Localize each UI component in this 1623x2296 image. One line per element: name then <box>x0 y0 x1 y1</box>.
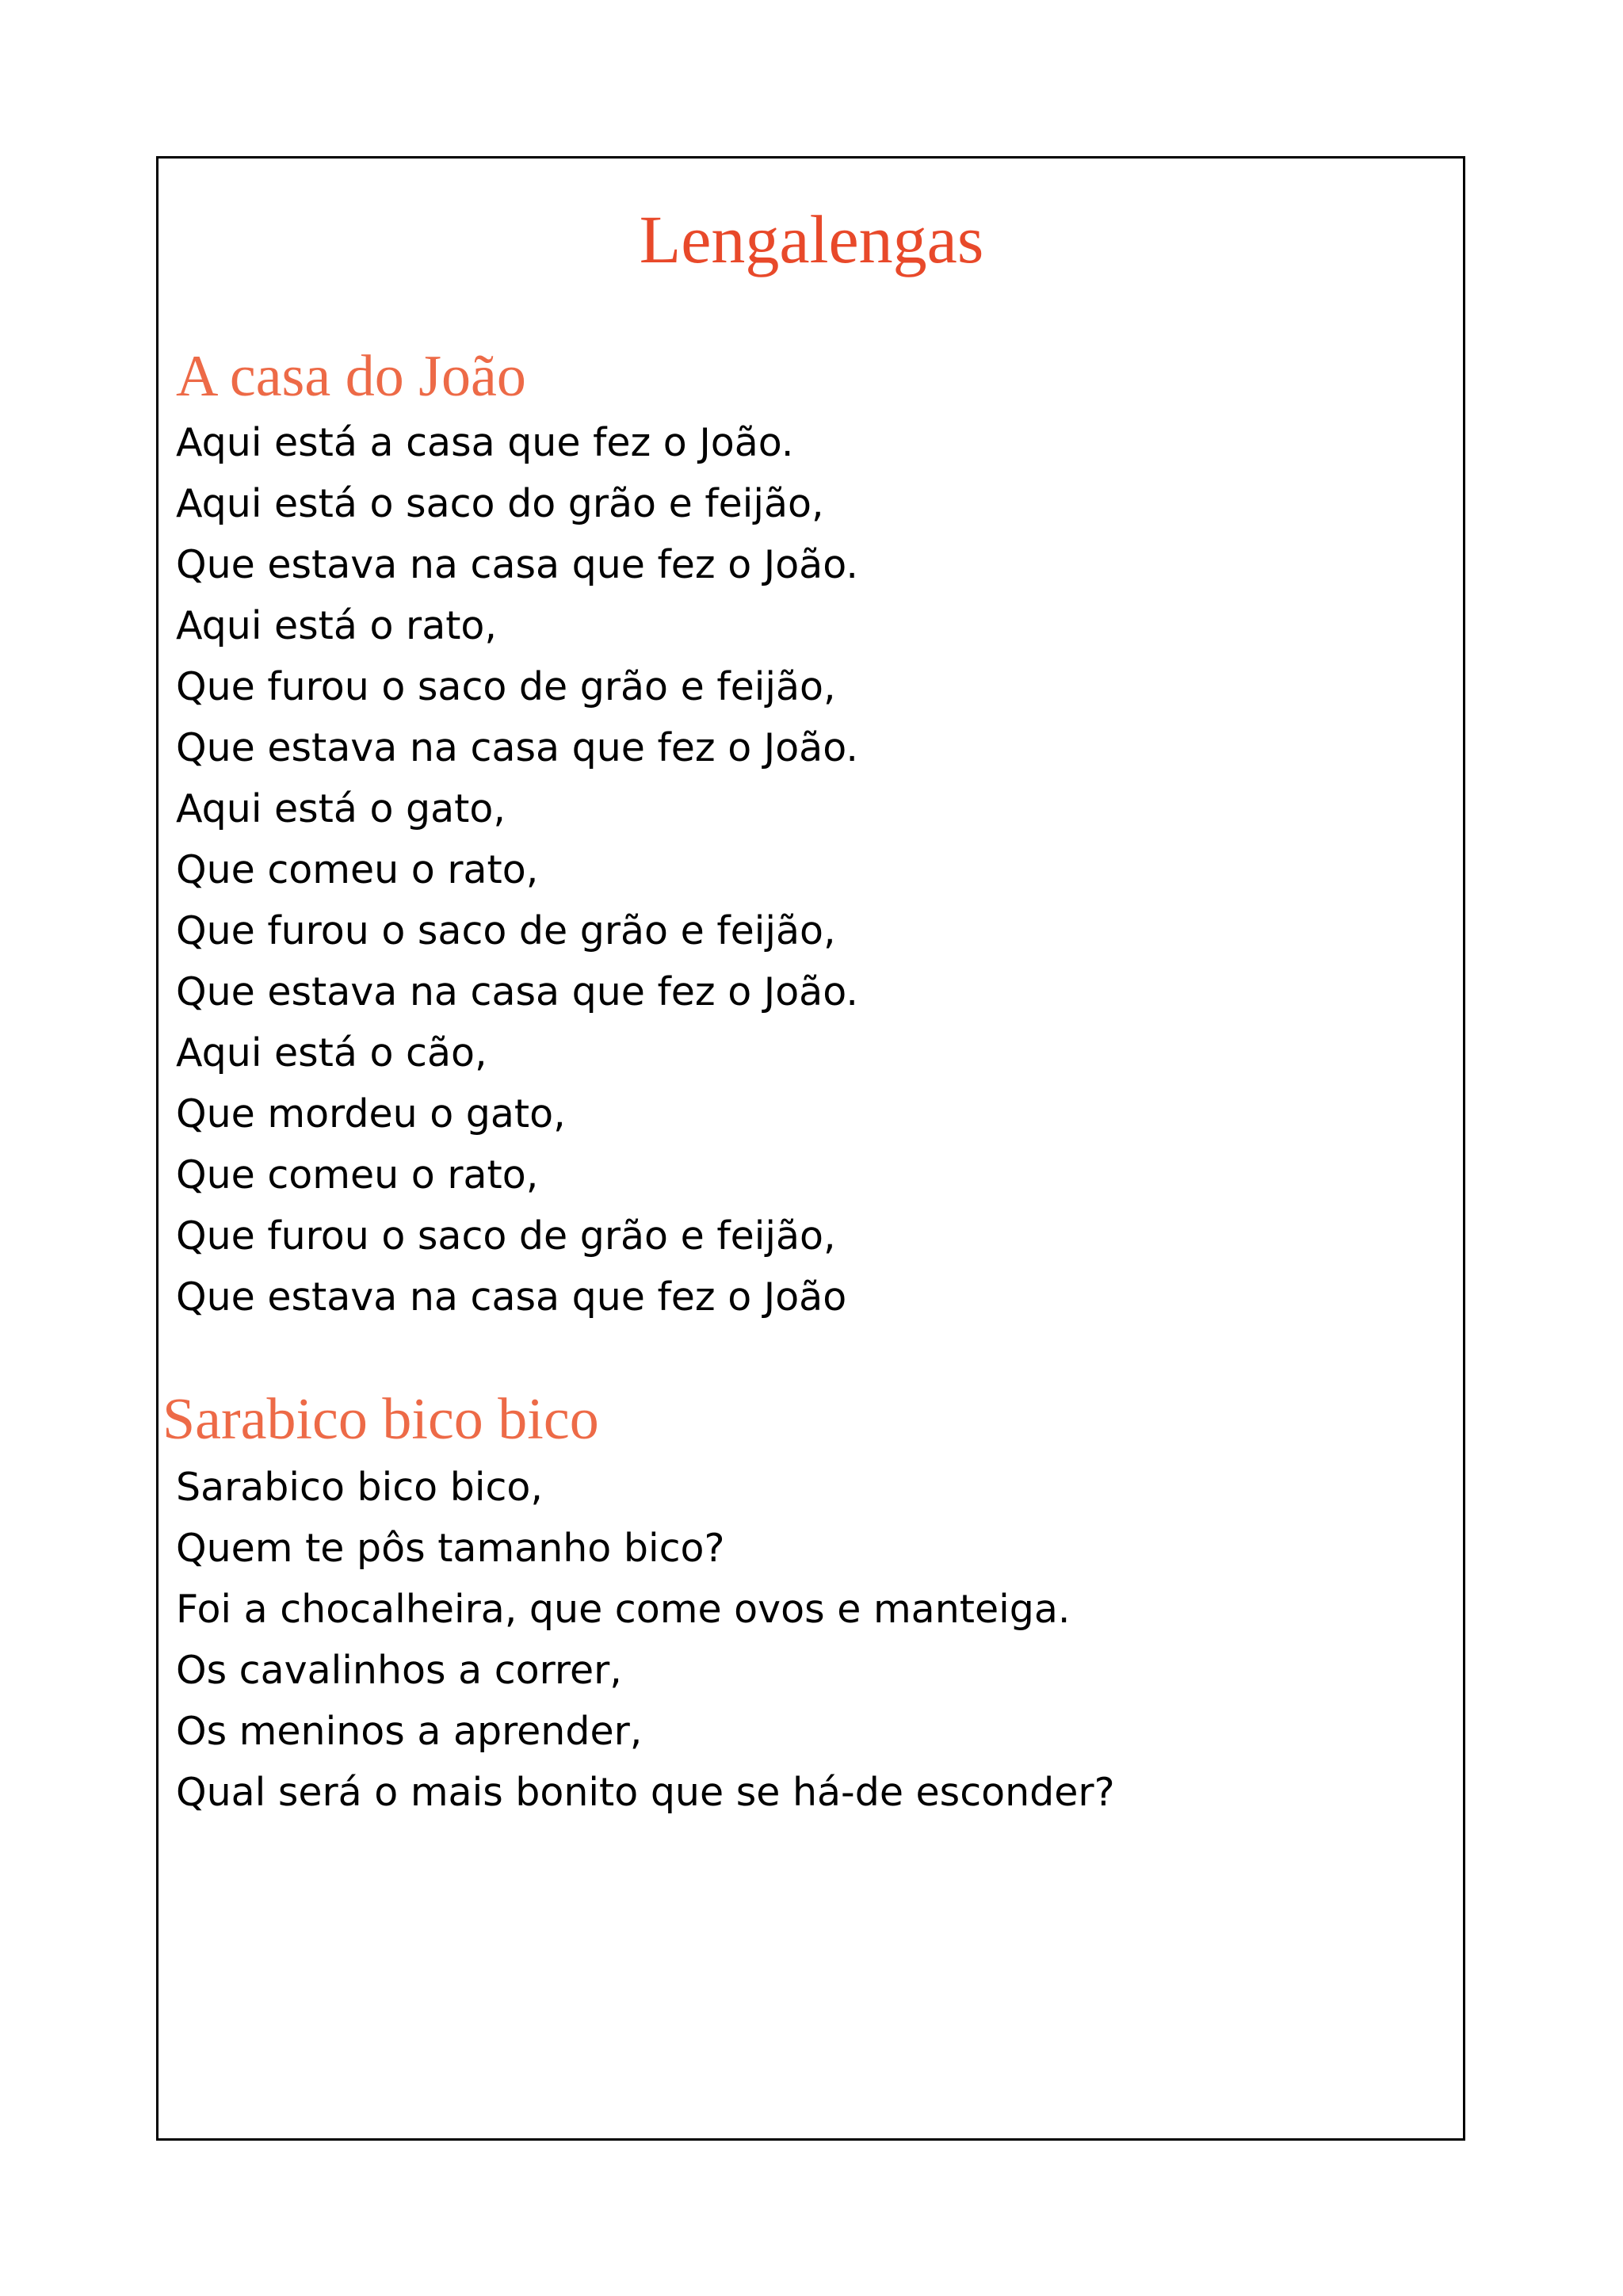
verse-line: Que estava na casa que fez o João <box>176 1274 847 1320</box>
verse-line: Os cavalinhos a correr, <box>176 1648 622 1693</box>
verse-line: Aqui está o cão, <box>176 1030 487 1075</box>
verse-line: Aqui está o rato, <box>176 603 497 648</box>
verse-line: Que mordeu o gato, <box>176 1091 566 1137</box>
verse-line: Foi a chocalheira, que come ovos e manteiga. <box>176 1587 1071 1632</box>
verse-sarabico <box>176 1457 1115 1823</box>
verse-line: Os meninos a aprender, <box>176 1709 643 1754</box>
verse-line: Que estava na casa que fez o João. <box>176 969 858 1014</box>
verse-line: Aqui está a casa que fez o João. <box>176 420 794 465</box>
verse-line: Que furou o saco de grão e feijão, <box>176 664 836 709</box>
verse-line: Que estava na casa que fez o João. <box>176 725 858 770</box>
verse-casa-do-joao <box>176 412 858 1328</box>
verse-line: Que furou o saco de grão e feijão, <box>176 1213 836 1259</box>
verse-line: Aqui está o saco do grão e feijão, <box>176 481 824 526</box>
verse-line: Que comeu o rato, <box>176 847 539 892</box>
verse-line: Qual será o mais bonito que se há-de esconder? <box>176 1770 1115 1815</box>
section-heading-casa-do-joao: A casa do João <box>176 344 526 409</box>
section-heading-sarabico: Sarabico bico bico <box>162 1387 599 1452</box>
verse-line: Quem te pôs tamanho bico? <box>176 1526 725 1571</box>
document-title: Lengalengas <box>639 201 984 277</box>
verse-line: Que furou o saco de grão e feijão, <box>176 908 836 953</box>
verse-line: Que comeu o rato, <box>176 1152 539 1198</box>
verse-line: Aqui está o gato, <box>176 786 506 831</box>
verse-line: Sarabico bico bico, <box>176 1465 543 1510</box>
verse-line: Que estava na casa que fez o João. <box>176 542 858 587</box>
